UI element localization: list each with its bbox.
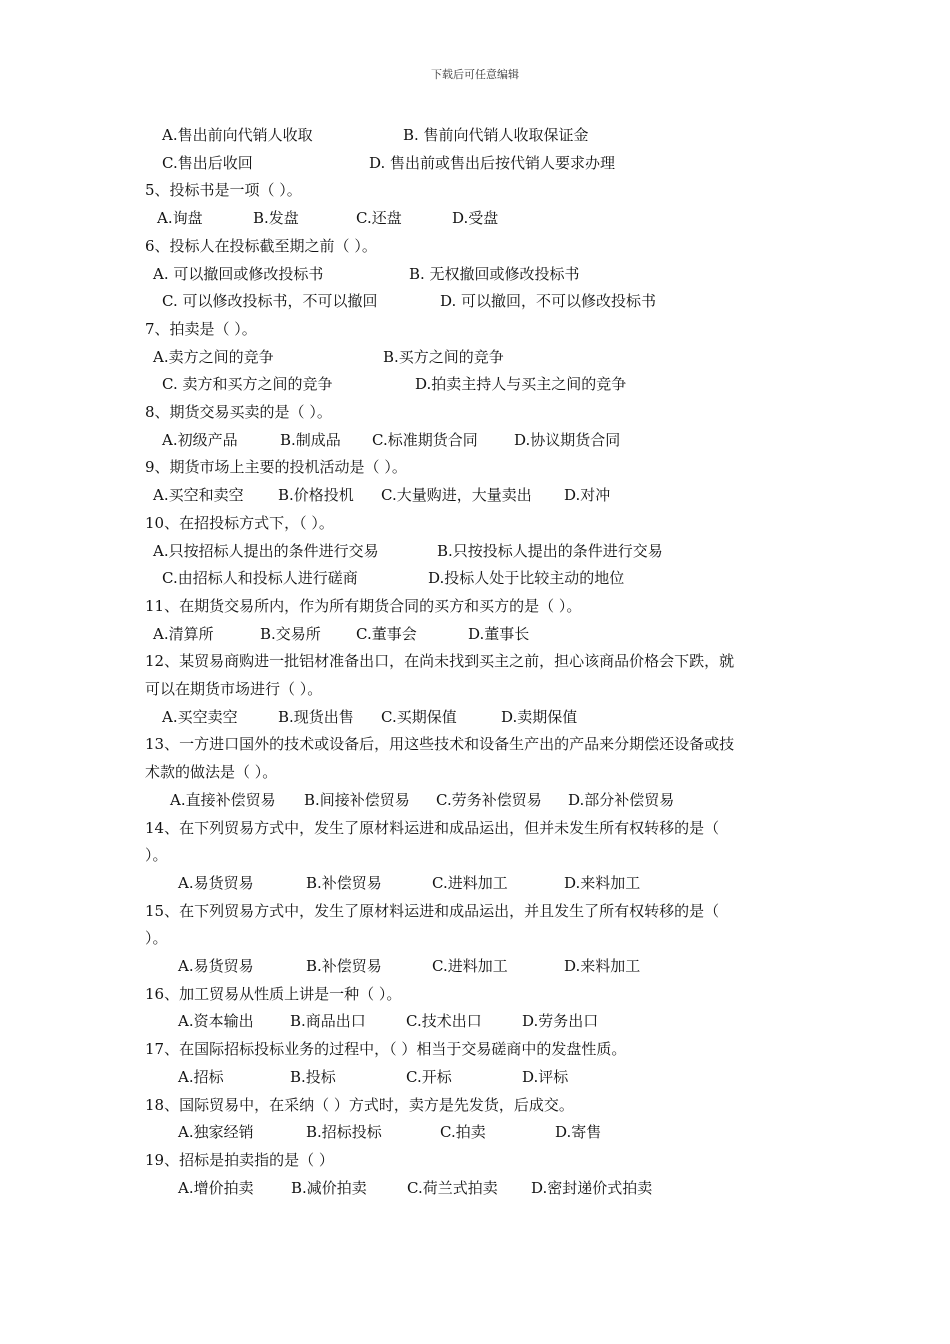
option-text: C.劳务补偿贸易 (436, 790, 542, 809)
question-text: 术款的做法是（ ）。 (145, 763, 278, 782)
question-text: 12、某贸易商购进一批铝材准备出口，在尚未找到买主之前，担心该商品价格会下跌，就 (145, 652, 735, 671)
option-text: B.只按投标人提出的条件进行交易 (437, 541, 663, 560)
option-text: D.协议期货合同 (514, 430, 621, 449)
option-text: A.招标 (178, 1067, 224, 1086)
text-line (0, 233, 950, 259)
option-text: D. 可以撤回，不可以修改投标书 (440, 292, 657, 311)
option-text: B.补偿贸易 (306, 873, 382, 892)
text-line (0, 1147, 950, 1173)
text-line (0, 344, 950, 370)
text-line (0, 482, 950, 508)
question-text: ）。 (145, 929, 168, 948)
text-line (0, 648, 950, 674)
option-text: C.开标 (406, 1067, 452, 1086)
option-text: D.劳务出口 (522, 1012, 599, 1031)
option-text: B.买方之间的竞争 (383, 347, 504, 366)
option-text: C.标准期货合同 (372, 430, 478, 449)
text-line (0, 1119, 950, 1145)
option-text: B.间接补偿贸易 (304, 790, 410, 809)
question-text: 13、一方进口国外的技术或设备后，用这些技术和设备生产出的产品来分期偿还设备或技 (145, 735, 735, 754)
option-text: C. 卖方和买方之间的竞争 (162, 375, 333, 394)
text-line (0, 1092, 950, 1118)
option-text: B.制成品 (280, 430, 341, 449)
option-text: A.直接补偿贸易 (170, 790, 276, 809)
question-text: 17、在国际招标投标业务的过程中，（ ）相当于交易磋商中的发盘性质。 (145, 1040, 627, 1059)
option-text: B.现货出售 (278, 707, 354, 726)
option-text: A.只按招标人提出的条件进行交易 (153, 541, 379, 560)
option-text: C.董事会 (356, 624, 417, 643)
question-text: 7、拍卖是（ ）。 (145, 319, 257, 338)
question-text: 10、在招投标方式下，（ ）。 (145, 513, 334, 532)
text-line (0, 454, 950, 480)
option-text: D.卖期保值 (501, 707, 578, 726)
question-text: 14、在下列贸易方式中，发生了原材料运进和成品运出，但并未发生所有权转移的是（ (145, 818, 720, 837)
option-text: A.易货贸易 (178, 873, 254, 892)
text-line (0, 205, 950, 231)
question-text: 8、期货交易买卖的是（ ）。 (145, 403, 332, 421)
question-text: 可以在期货市场进行（ ）。 (145, 680, 323, 698)
text-line (0, 288, 950, 314)
option-text: D.受盘 (452, 209, 499, 228)
option-text: A.初级产品 (162, 430, 238, 449)
text-line (0, 925, 950, 951)
text-line (0, 898, 950, 924)
question-text: 15、在下列贸易方式中，发生了原材料运进和成品运出，并且发生了所有权转移的是（ (145, 901, 720, 920)
option-text: C.还盘 (356, 209, 402, 228)
text-line (0, 538, 950, 564)
text-line (0, 676, 950, 702)
text-line (0, 1175, 950, 1201)
option-text: D.寄售 (555, 1123, 602, 1142)
option-text: B.投标 (290, 1067, 336, 1086)
question-text: 18、国际贸易中，在采纳（ ）方式时，卖方是先发货，后成交。 (145, 1095, 574, 1114)
text-line (0, 427, 950, 453)
option-text: C.进料加工 (432, 957, 508, 975)
question-text: 6、投标人在投标截至期之前（ ）。 (145, 236, 377, 255)
option-text: D.来料加工 (564, 957, 641, 975)
question-text: 16、加工贸易从性质上讲是一种（ ）。 (145, 984, 402, 1003)
text-line (0, 981, 950, 1007)
option-text: A.易货贸易 (178, 957, 254, 975)
option-text: C.售出后收回 (162, 153, 253, 172)
text-line (0, 371, 950, 397)
question-text: 5、投标书是一项（ ）。 (145, 181, 302, 200)
option-text: D.部分补偿贸易 (568, 790, 675, 809)
option-text: D. 售出前或售出后按代销人要求办理 (369, 153, 616, 172)
option-text: B.减价拍卖 (291, 1178, 367, 1197)
option-text: B. 无权撤回或修改投标书 (409, 264, 580, 283)
option-text: C.拍卖 (440, 1123, 486, 1142)
text-line (0, 621, 950, 647)
option-text: A.清算所 (153, 624, 214, 643)
option-text: D.拍卖主持人与买主之间的竞争 (415, 375, 627, 394)
text-line (0, 1008, 950, 1034)
text-line (0, 1036, 950, 1062)
text-line (0, 815, 950, 841)
option-text: D.密封递价式拍卖 (531, 1178, 653, 1197)
page-header: 下载后可任意编辑 (431, 68, 519, 81)
option-text: B. 售前向代销人收取保证金 (403, 126, 589, 144)
option-text: C.大量购进，大量卖出 (381, 486, 532, 505)
text-line (0, 731, 950, 757)
text-line (0, 593, 950, 619)
text-line (0, 953, 950, 979)
option-text: A.资本输出 (178, 1012, 254, 1031)
text-line (0, 122, 950, 148)
option-text: B.发盘 (253, 209, 299, 228)
option-text: C.买期保值 (381, 707, 457, 726)
text-line (0, 1064, 950, 1090)
question-text: 19、招标是拍卖指的是（ ） (145, 1150, 334, 1169)
option-text: C.进料加工 (432, 873, 508, 892)
option-text: A.买空和卖空 (153, 486, 244, 505)
option-text: A.增价拍卖 (178, 1178, 254, 1197)
option-text: D.投标人处于比较主动的地位 (428, 569, 625, 588)
text-line (0, 316, 950, 342)
text-line (0, 842, 950, 868)
option-text: B.商品出口 (290, 1012, 366, 1031)
option-text: D.来料加工 (564, 873, 641, 892)
text-line (0, 787, 950, 813)
text-line (0, 704, 950, 730)
text-line (0, 261, 950, 287)
text-line (0, 870, 950, 896)
option-text: B.补偿贸易 (306, 957, 382, 975)
option-text: D.对冲 (564, 486, 611, 505)
option-text: D.评标 (522, 1067, 569, 1086)
text-line (0, 510, 950, 536)
text-line (0, 399, 950, 425)
option-text: A.售出前向代销人收取 (162, 126, 313, 144)
text-line (0, 150, 950, 176)
option-text: A.询盘 (157, 209, 203, 228)
question-text: 11、在期货交易所内，作为所有期货合同的买方和买方的是（ ）。 (145, 596, 582, 615)
option-text: A.独家经销 (178, 1123, 254, 1142)
option-text: C.技术出口 (406, 1012, 482, 1031)
option-text: B.价格投机 (278, 486, 354, 505)
text-line (0, 759, 950, 785)
text-line (0, 565, 950, 591)
option-text: A.买空卖空 (162, 707, 238, 726)
option-text: C.荷兰式拍卖 (407, 1178, 498, 1197)
text-line (0, 177, 950, 203)
option-text: B.招标投标 (306, 1123, 382, 1142)
option-text: A. 可以撤回或修改投标书 (153, 264, 324, 283)
option-text: C. 可以修改投标书，不可以撤回 (162, 292, 378, 311)
option-text: B.交易所 (260, 624, 321, 643)
option-text: D.董事长 (468, 624, 530, 643)
question-text: 9、期货市场上主要的投机活动是（ ）。 (145, 458, 407, 477)
option-text: C.由招标人和投标人进行磋商 (162, 569, 358, 588)
option-text: A.卖方之间的竞争 (153, 347, 274, 366)
question-text: ）。 (145, 846, 168, 865)
